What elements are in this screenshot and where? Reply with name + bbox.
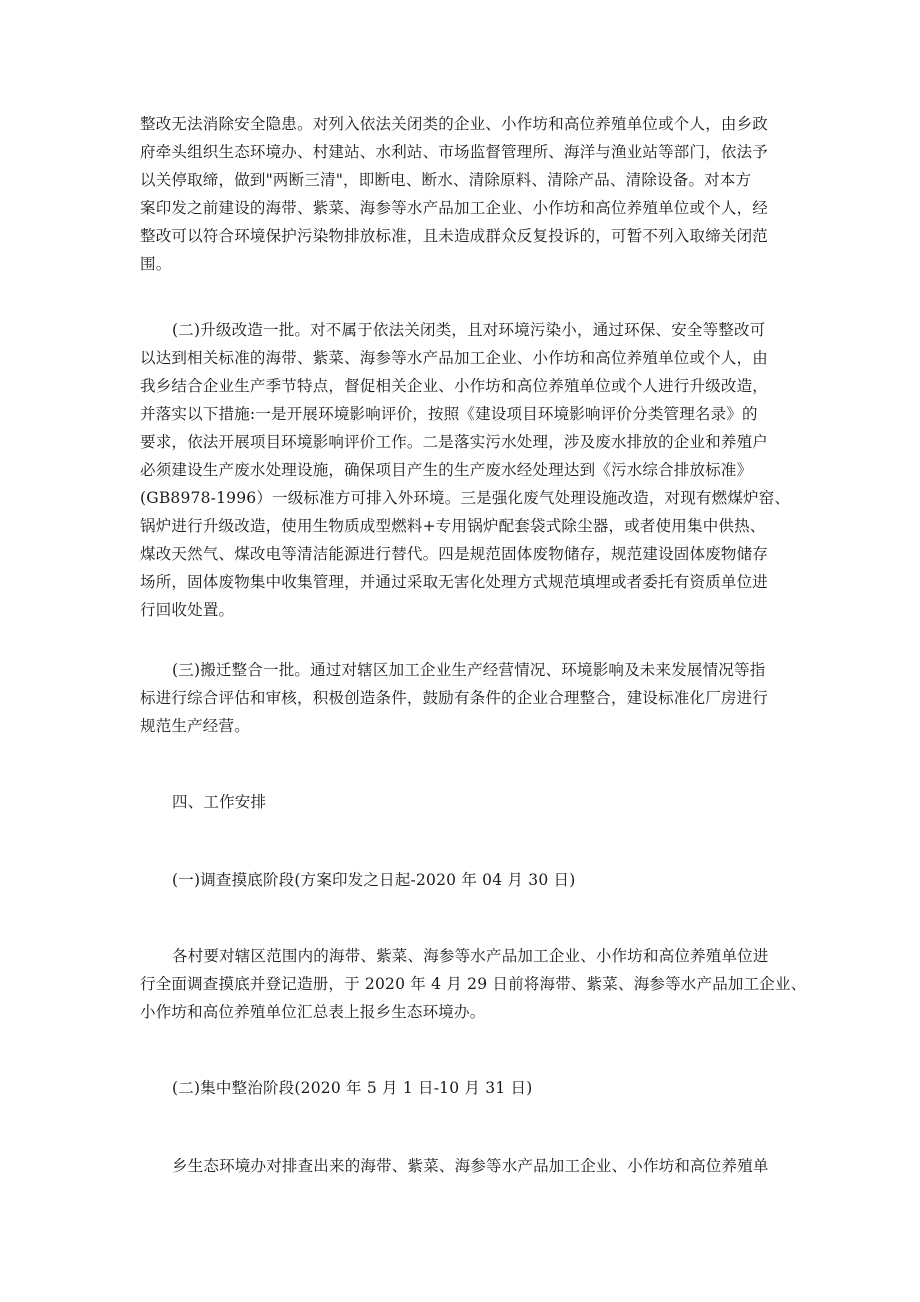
subheading-rectification-stage xyxy=(140,1074,785,1102)
heading-text: (一)调查摸底阶段(方案印发之日起-2020 年 04 月 30 日) xyxy=(172,871,576,889)
text-line: 必须建设生产废水处理设施，确保项目产生的生产废水经处理达到《污水综合排放标准》 xyxy=(140,461,753,479)
text-line: 以关停取缔，做到"两断三清"，即断电、断水、清除原料、清除产品、清除设备。对本方 xyxy=(140,171,752,189)
text-line: 煤改天然气、煤改电等清洁能源进行替代。四是规范固体废物储存，规范建设固体废物储存 xyxy=(140,545,769,563)
text-line: 围。 xyxy=(140,255,172,273)
text-line: 行回收处置。 xyxy=(140,601,235,619)
text-line: 整改无法消除安全隐患。对列入依法关闭类的企业、小作坊和高位养殖单位或个人，由乡政 xyxy=(140,115,769,133)
text-line: 规范生产经营。 xyxy=(140,717,250,735)
text-line: 府牵头组织生态环境办、村建站、水利站、市场监督管理所、海洋与渔业站等部门，依法予 xyxy=(140,143,769,161)
text-line: 各村要对辖区范围内的海带、紫菜、海参等水产品加工企业、小作坊和高位养殖单位进 xyxy=(172,947,769,965)
heading-text: 四、工作安排 xyxy=(172,793,267,811)
text-line: 小作坊和高位养殖单位汇总表上报乡生态环境办。 xyxy=(140,1003,486,1021)
text-line: 整改可以符合环境保护污染物排放标准，且未造成群众反复投诉的，可暂不列入取缔关闭范 xyxy=(140,227,769,245)
text-line: (二)升级改造一批。对不属于依法关闭类，且对环境污染小，通过环保、安全等整改可 xyxy=(172,321,766,339)
text-line: 行全面调查摸底并登记造册，于 2020 年 4 月 29 日前将海带、紫菜、海参等水产品加工企业、 xyxy=(140,975,807,993)
subheading-survey-stage xyxy=(140,866,785,894)
paragraph-relocation-batch xyxy=(140,656,785,740)
text-line: 标进行综合评估和审核，积极创造条件，鼓励有条件的企业合理整合，建设标准化厂房进行 xyxy=(140,689,769,707)
text-line: 要求，依法开展项目环境影响评价工作。二是落实污水处理，涉及废水排放的企业和养殖户 xyxy=(140,433,769,451)
text-line: 场所，固体废物集中收集管理，并通过采取无害化处理方式规范填埋或者委托有资质单位进 xyxy=(140,573,769,591)
text-line: 案印发之前建设的海带、紫菜、海参等水产品加工企业、小作坊和高位养殖单位或个人，经 xyxy=(140,199,769,217)
text-line: 锅炉进行升级改造，使用生物质成型燃料+专用锅炉配套袋式除尘器，或者使用集中供热、 xyxy=(140,517,766,535)
text-line: (GB8978-1996）一级标准方可排入外环境。三是强化废气处理设施改造，对现有燃煤炉窑、 xyxy=(140,489,791,507)
paragraph-upgrade-batch xyxy=(140,316,791,624)
heading-text: (二)集中整治阶段(2020 年 5 月 1 日-10 月 31 日) xyxy=(172,1079,533,1097)
text-line: 乡生态环境办对排查出来的海带、紫菜、海参等水产品加工企业、小作坊和高位养殖单 xyxy=(172,1157,769,1175)
text-line: 并落实以下措施:一是开展环境影响评价，按照《建设项目环境影响评价分类管理名录》的 xyxy=(140,405,758,423)
paragraph-rectification-details xyxy=(140,1152,785,1180)
paragraph-survey-details xyxy=(140,942,807,1026)
paragraph-closure-measures xyxy=(140,110,785,278)
section-heading-work-arrangement xyxy=(140,788,785,816)
text-line: 以达到相关标准的海带、紫菜、海参等水产品加工企业、小作坊和高位养殖单位或个人，由 xyxy=(140,349,769,367)
text-line: (三)搬迁整合一批。通过对辖区加工企业生产经营情况、环境影响及未来发展情况等指 xyxy=(172,661,766,679)
text-line: 我乡结合企业生产季节特点，督促相关企业、小作坊和高位养殖单位或个人进行升级改造， xyxy=(140,377,769,395)
